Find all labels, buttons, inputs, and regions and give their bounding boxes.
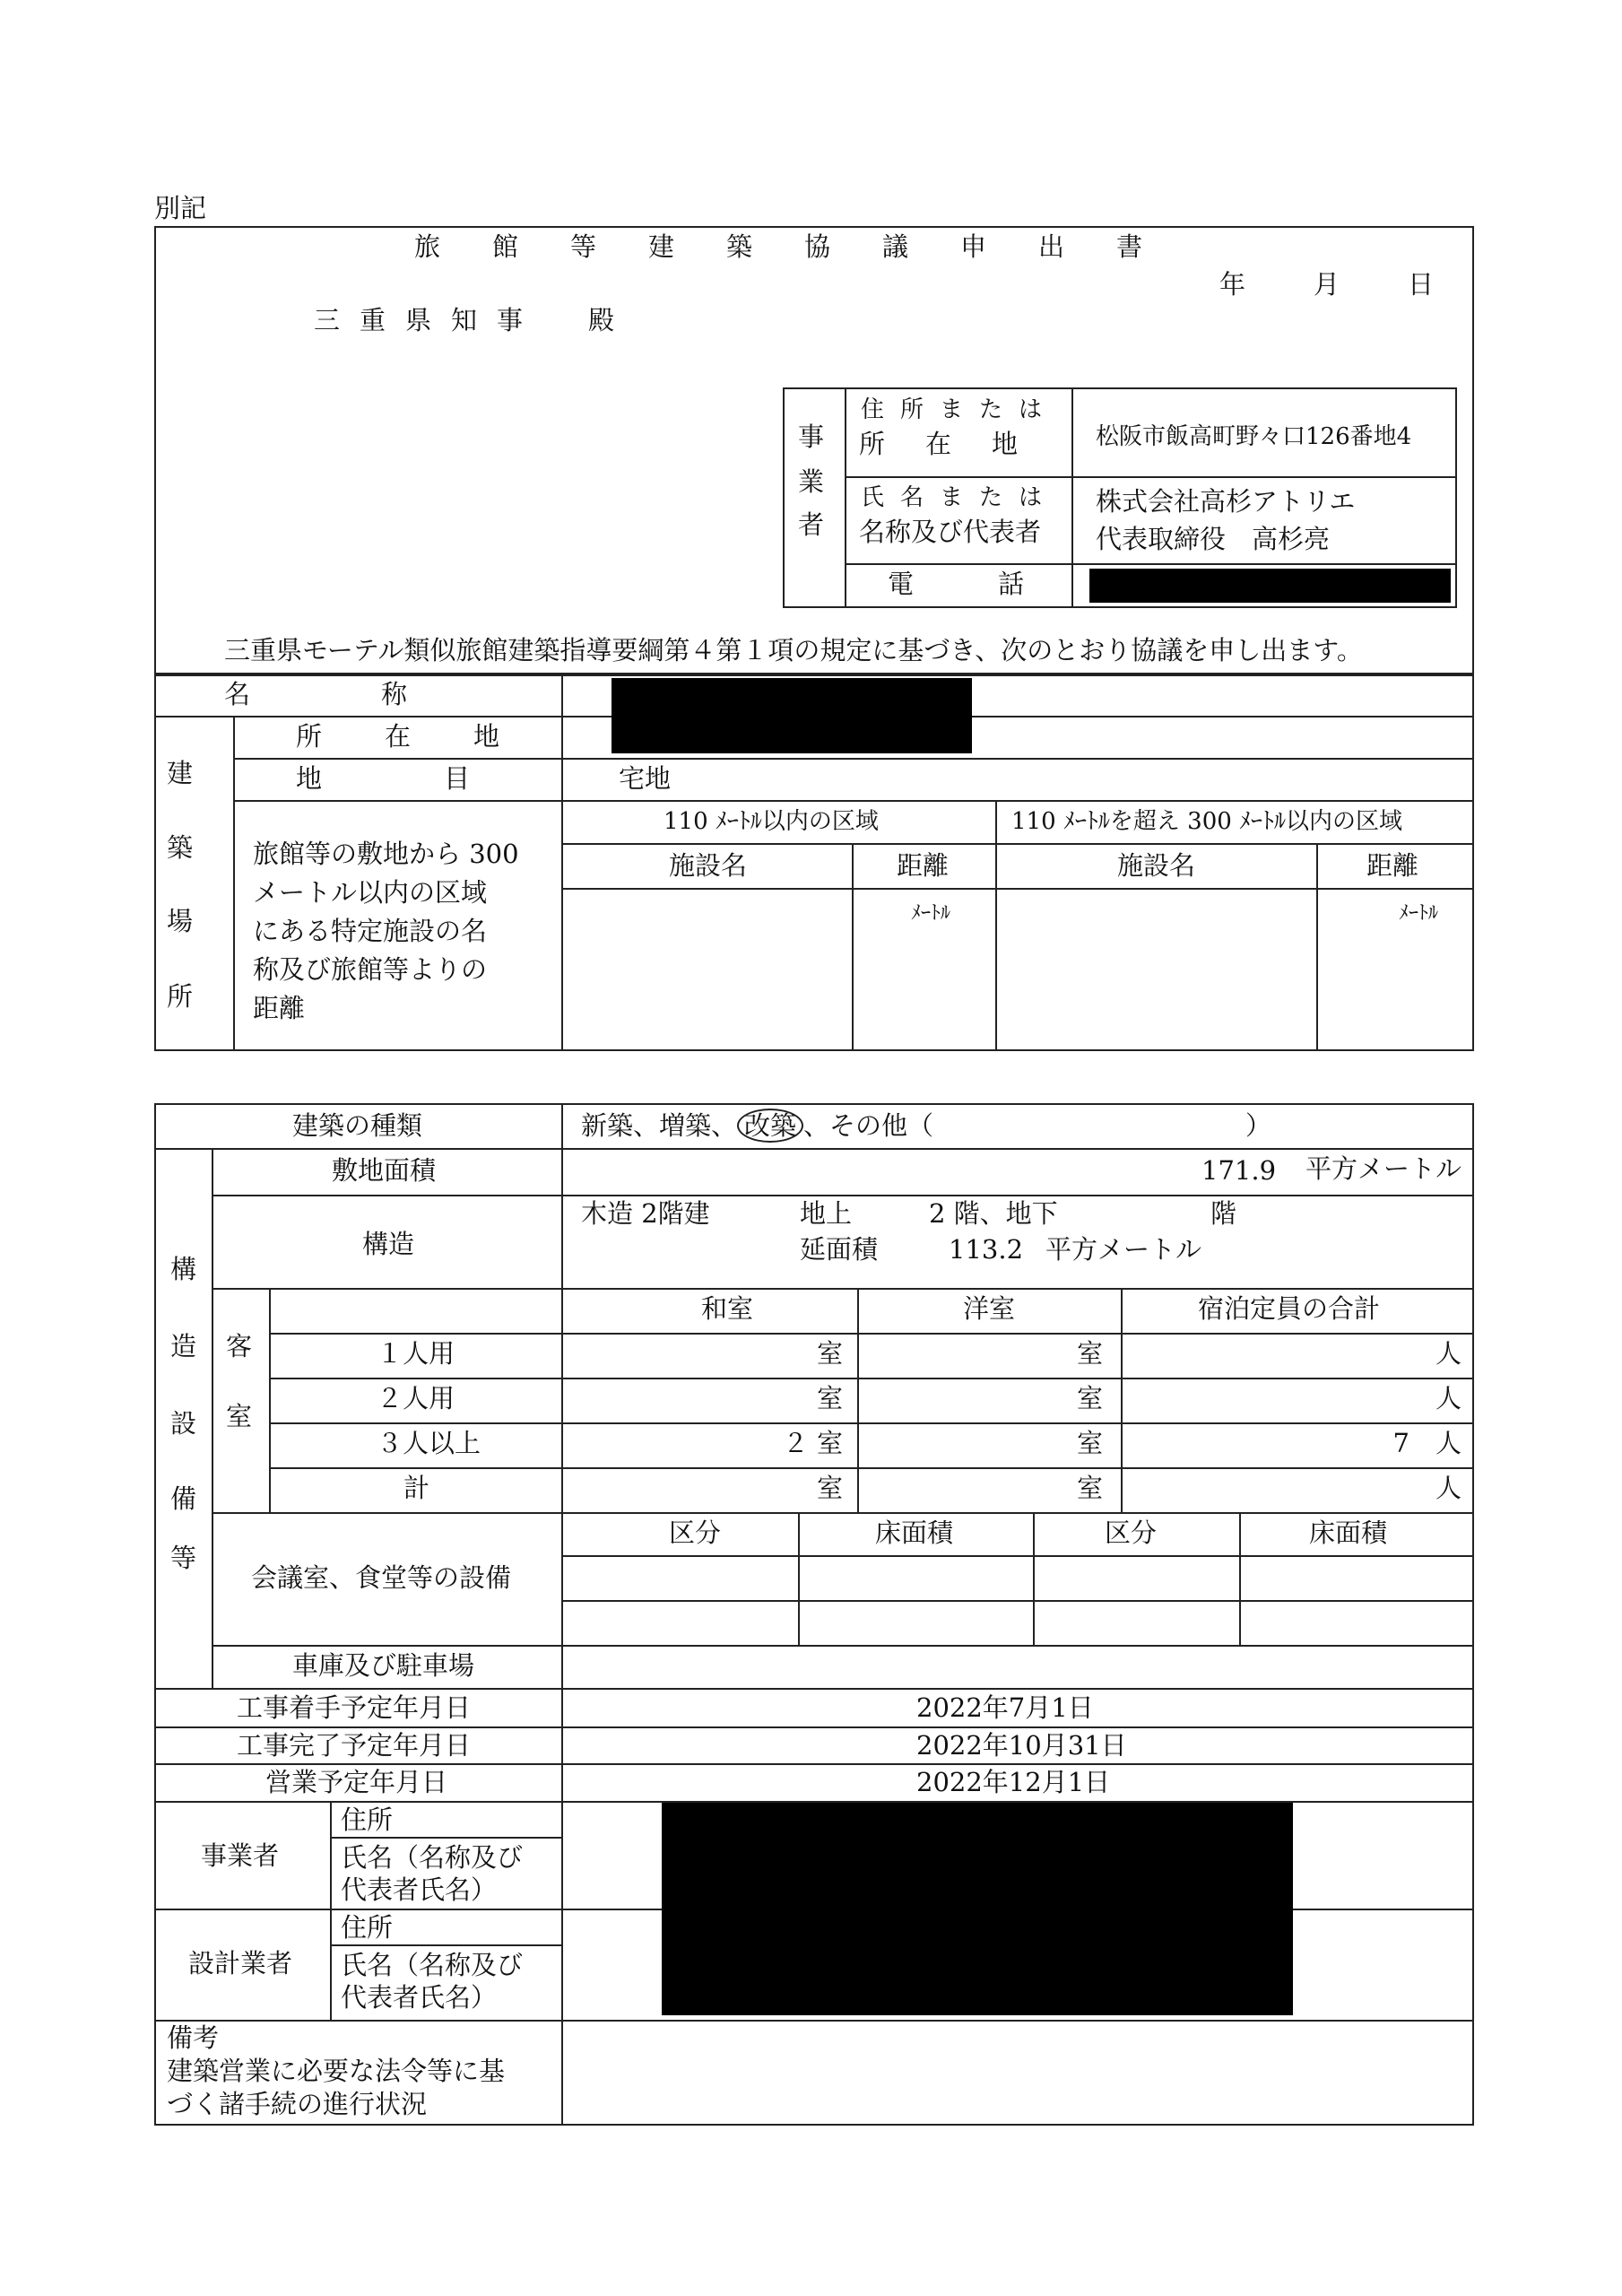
- facilities-label: 会議室、食堂等の設備: [251, 1562, 512, 1593]
- site-name-label: 名 称: [224, 679, 413, 709]
- col-distance-1: 距離: [897, 850, 950, 881]
- type-selected: 改築: [737, 1109, 803, 1143]
- floor-area-value: 113.2: [949, 1234, 1024, 1265]
- remarks-title: 備考: [167, 2022, 220, 2053]
- applicant-side-3: 者: [798, 509, 825, 540]
- start-label: 工事着手予定年月日: [237, 1692, 472, 1723]
- document-note: 別記: [154, 193, 207, 223]
- zone-110: 110 ﾒｰﾄﾙ以内の区域: [664, 808, 879, 835]
- designer-address-label: 住所: [341, 1912, 394, 1943]
- row-ws-2: 室: [1076, 1383, 1103, 1413]
- row-ws-3: 室: [1076, 1428, 1103, 1458]
- form-title: 旅館等建築協議申出書: [414, 231, 1195, 262]
- operator-label: 事業者: [201, 1840, 280, 1871]
- row-ws-4: 室: [1076, 1473, 1103, 1503]
- name-label-2: 名称及び代表者: [859, 517, 1042, 547]
- phone-label: 電 話: [888, 569, 1036, 599]
- row-label-4: 計: [403, 1473, 430, 1503]
- col-facility-2: 施設名: [1117, 850, 1196, 881]
- designer-name-label-a: 氏名（名称及び: [341, 1950, 524, 1980]
- facility-desc-1: 旅館等の敷地から 300: [253, 839, 519, 869]
- operator-name-label-b: 代表者氏名）: [341, 1874, 498, 1905]
- col-floor-area-2: 床面積: [1309, 1518, 1388, 1548]
- designer-name-label-b: 代表者氏名）: [341, 1982, 498, 2013]
- row-jp-3: ２ 室: [782, 1428, 843, 1458]
- building-side-3: 設: [170, 1408, 197, 1439]
- unit-m-1: ﾒｰﾄﾙ: [911, 902, 951, 925]
- designer-label: 設計業者: [188, 1948, 293, 1979]
- building-side-5: 等: [170, 1543, 197, 1573]
- name-value-2: 代表取締役 高杉亮: [1096, 524, 1331, 554]
- structure-floors: 2 階、地下: [929, 1198, 1058, 1229]
- building-side-2: 造: [170, 1331, 197, 1361]
- col-division-2: 区分: [1105, 1518, 1158, 1548]
- facility-desc-3: にある特定施設の名: [253, 916, 488, 946]
- land-label: 地 目: [296, 763, 474, 794]
- row-label-2: ２人用: [377, 1383, 455, 1413]
- operator-address-label: 住所: [341, 1805, 394, 1835]
- type-label: 建築の種類: [292, 1110, 423, 1141]
- row-label-3: ３人以上: [377, 1428, 481, 1458]
- remarks-line-2: づく諸手続の進行状況: [167, 2089, 428, 2119]
- type-value: [581, 1110, 1271, 1141]
- open-label: 営業予定年月日: [265, 1767, 448, 1797]
- col-floor-area-1: 床面積: [875, 1518, 954, 1548]
- applicant-side-1: 事: [798, 422, 825, 452]
- structure-below-unit: 階: [1210, 1198, 1237, 1229]
- address-label-2: 所 在 地: [859, 429, 1026, 459]
- finish-label: 工事完了予定年月日: [237, 1730, 472, 1761]
- site-side-4: 所: [167, 981, 194, 1012]
- redacted-site-name: [612, 678, 972, 753]
- address-value: 松阪市飯高町野々口126番地4: [1096, 423, 1412, 450]
- row-cap-2: 人: [1435, 1383, 1462, 1413]
- redacted-operator-designer: [662, 1803, 1293, 2015]
- floor-area-label: 延面積: [800, 1234, 879, 1265]
- row-jp-4: 室: [816, 1473, 843, 1503]
- site-area-value: 171.9: [1201, 1155, 1277, 1186]
- remarks-line-1: 建築営業に必要な法令等に基: [167, 2056, 506, 2086]
- name-label-1: 氏名または: [861, 484, 1059, 511]
- row-label-1: １人用: [377, 1338, 455, 1369]
- row-ws-1: 室: [1076, 1338, 1103, 1369]
- row-jp-2: 室: [816, 1383, 843, 1413]
- site-side-1: 建: [167, 758, 194, 788]
- row-jp-1: 室: [816, 1338, 843, 1369]
- row-cap-3: 7 人: [1392, 1428, 1462, 1458]
- col-facility-1: 施設名: [669, 850, 748, 881]
- location-label: 所 在 地: [296, 721, 504, 752]
- structure-label: 構造: [362, 1229, 415, 1259]
- operator-name-label-a: 氏名（名称及び: [341, 1842, 524, 1873]
- address-label-1: 住所または: [861, 396, 1059, 423]
- room-side-1: 客: [226, 1331, 253, 1361]
- col-distance-2: 距離: [1366, 850, 1419, 881]
- type-other: 、その他（ ）: [803, 1110, 1272, 1141]
- redacted-phone: [1089, 569, 1451, 603]
- row-cap-4: 人: [1435, 1473, 1462, 1503]
- start-value: 2022年7月1日: [916, 1692, 1094, 1723]
- col-division-1: 区分: [669, 1518, 722, 1548]
- statement: 三重県モーテル類似旅館建築指導要綱第４第１項の規定に基づき、次のとおり協議を申し出ます。: [224, 635, 1363, 665]
- land-value: 宅地: [619, 763, 672, 794]
- floor-area-unit: 平方メートル: [1045, 1234, 1202, 1265]
- site-side-2: 築: [167, 832, 194, 863]
- structure-above: 地上: [800, 1198, 853, 1229]
- building-side-1: 構: [170, 1254, 197, 1284]
- addressee: 三重県知事 殿: [314, 305, 635, 335]
- facility-desc-5: 距離: [253, 993, 306, 1023]
- col-japanese: 和室: [701, 1293, 754, 1324]
- applicant-side-2: 業: [798, 466, 825, 497]
- structure-kind: 木造 2階建: [581, 1198, 710, 1229]
- zone-110-300: 110 ﾒｰﾄﾙを超え 300 ﾒｰﾄﾙ以内の区域: [1011, 808, 1403, 835]
- site-side-3: 場: [167, 906, 194, 936]
- facility-desc-4: 称及び旅館等よりの: [253, 954, 488, 985]
- date-line: 年 月 日: [1219, 269, 1440, 300]
- type-options: 新築、増築、: [581, 1110, 738, 1141]
- name-value-1: 株式会社高杉アトリエ: [1096, 486, 1356, 517]
- facility-desc-2: メートル以内の区域: [253, 877, 488, 908]
- room-side-2: 室: [226, 1401, 253, 1431]
- row-cap-1: 人: [1435, 1338, 1462, 1369]
- finish-value: 2022年10月31日: [916, 1730, 1127, 1761]
- open-value: 2022年12月1日: [916, 1767, 1111, 1797]
- parking-label: 車庫及び駐車場: [292, 1650, 475, 1681]
- col-western: 洋室: [963, 1293, 1016, 1324]
- building-side-4: 備: [170, 1483, 197, 1514]
- col-capacity: 宿泊定員の合計: [1198, 1293, 1381, 1324]
- site-area-label: 敷地面積: [332, 1155, 437, 1186]
- site-area-unit: 平方メートル: [1305, 1153, 1462, 1184]
- unit-m-2: ﾒｰﾄﾙ: [1399, 902, 1439, 925]
